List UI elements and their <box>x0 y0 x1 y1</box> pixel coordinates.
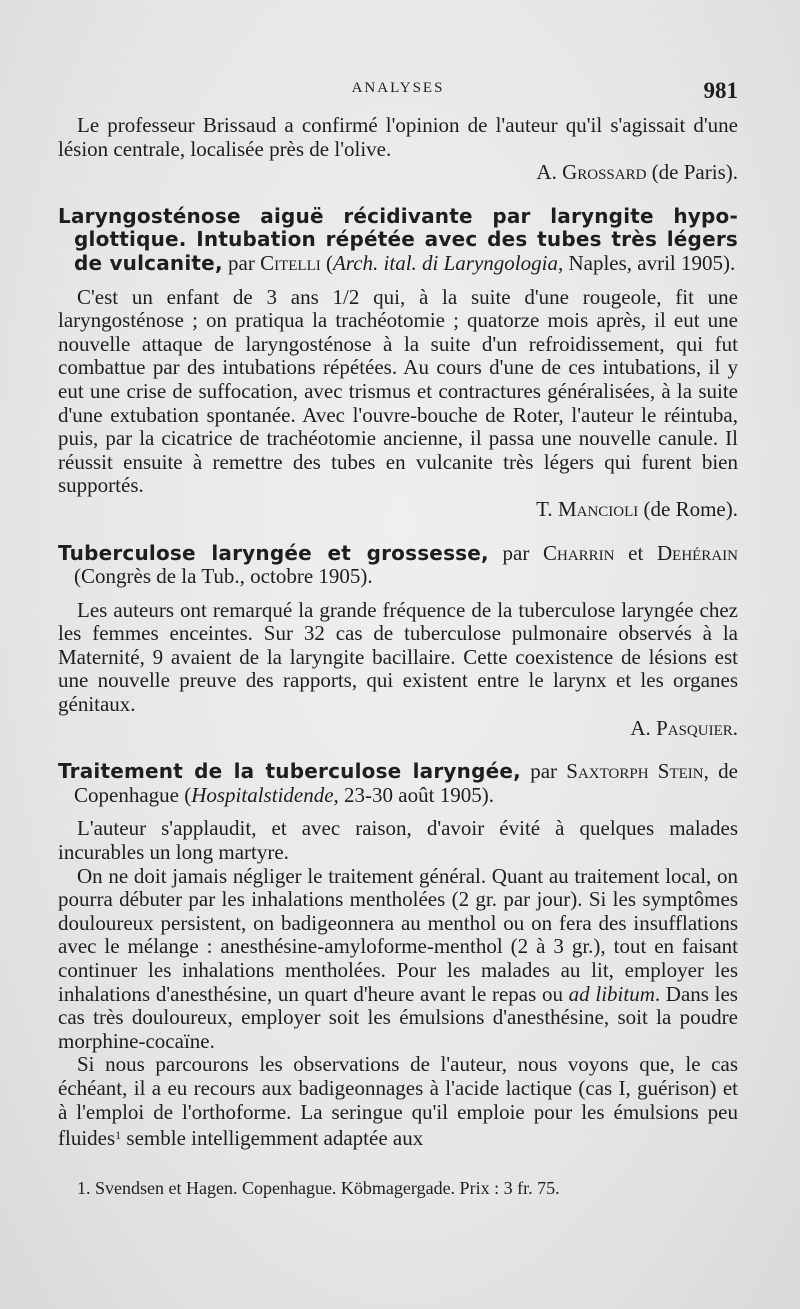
footnote <box>58 1177 738 1199</box>
article-signature: T. Mancioli (de Rome). <box>536 496 738 521</box>
article-paragraph: C'est un enfant de 3 ans 1/2 qui, à la suite d'une rougeole, fit une laryngosténose ; on pratiqua la trachéotomie ; quatorze mois après, il eut une nouvelle attaque de laryngosténose à la suite d'un refroidissement, qui fut combattue par des intubations répétées. Au cours d'une de ces intubations, il y eut une crise de suffocation, avec trismus et contractures généralisées, à la suite d'une extubation spontanée. Avec l'ouvre-bouche de Roter, l'auteur le réintuba, puis, par la cicatrice de trachéotomie ancienne, il passa une nouvelle canule. Il réussit ensuite à remettre des tubes en vulcanite très légers qui furent bien supportés. <box>58 284 738 498</box>
article-title: Traitement de la tuberculose laryngée, <box>58 759 521 784</box>
intro-signature <box>58 161 738 185</box>
article-paragraph: L'auteur s'applaudit, et avec raison, d'avoir évité à quelques malades incurables un long martyre. <box>58 816 738 865</box>
article-paragraph: Si nous parcourons les observations de l'auteur, nous voyons que, le cas échéant, il a eu recours aux badigeonnages à l'acide lactique (cas I, guérison) et à l'emploi de l'orthoforme. La seringue qu'il emploie pour les émulsions peu fluides$^1$ semble intelligemment adaptée aux <box>58 1052 738 1151</box>
article-author: Citelli <box>260 250 321 275</box>
signature-name: Grossard <box>562 160 647 185</box>
article-traitement-tuberculose <box>58 760 738 1151</box>
page-header <box>58 76 738 114</box>
article-title: Tuberculose laryngée et grossesse, <box>58 540 489 565</box>
article-laryngostenose <box>58 205 738 522</box>
footnote-number: 1. <box>77 1177 91 1198</box>
running-title: ANALYSES <box>351 80 445 96</box>
article-journal: Arch. ital. di Laryngologia <box>332 250 558 275</box>
page-number: 981 <box>703 78 738 103</box>
article-signature: A. Pasquier. <box>630 715 738 740</box>
article-tuberculose-grossesse <box>58 542 738 741</box>
signature-initial: A. <box>536 160 557 185</box>
article-author: Charrin <box>542 540 615 565</box>
intro-paragraph: Le professeur Brissaud a confirmé l'opinion de l'auteur qu'il s'agissait d'une lésion centrale, localisée près de l'olive. <box>58 113 738 161</box>
signature-place: (de Paris). <box>651 160 738 185</box>
article-heading: Laryngosténose aiguë récidivante par laryngite hypo-glottique. Intubation répétée avec des tubes très légers de vulcanite, par Citelli (Arch. ital. di Laryngologia, Naples, avril 1905). <box>58 203 738 275</box>
article-paragraph: Les auteurs ont remarqué la grande fréquence de la tuberculose laryngée chez les femmes enceintes. Sur 32 cas de tuberculose pulmonaire observés à la Maternité, 9 avaient de la laryngite bacillaire. Cette coexistence de lésions est une nouvelle preuve des rapports, qui existent entre le larynx et les organes génitaux. <box>58 597 738 717</box>
article-journal: Hospitalstidende <box>191 782 334 807</box>
article-paragraph: On ne doit jamais négliger le traitement général. Quant au traitement local, on pourra débuter par les inhalations mentholées (2 gr. par jour). Si les symptômes douloureux persistent, on badigeonnera au menthol ou on fera des insufflations avec le mélange : anesthésine-amyloforme-menthol (2 à 3 gr.), tout en faisant continuer les inhalations mentholées. Pour les malades au lit, employer les inhalations d'anesthésine, un quart d'heure avant le repas ou ad libitum. Dans les cas très douloureux, employer soit les émulsions d'anesthésine, soit la poudre morphine-cocaïne. <box>58 863 738 1053</box>
footnote-text: Svendsen et Hagen. Copenhague. Köbmagergade. Prix : 3 fr. 75. <box>90 1177 560 1198</box>
intro-section <box>58 114 738 185</box>
article-heading: Tuberculose laryngée et grossesse, par Charrin et Dehérain (Congrès de la Tub., octobre 1905). <box>58 540 738 589</box>
article-author-2: Dehérain <box>656 540 738 565</box>
article-heading: Traitement de la tuberculose laryngée, par Saxtorph Stein, de Copenhague (Hospitalstidende, 23-30 août 1905). <box>58 759 738 807</box>
footnote-ref: 1 <box>115 1128 122 1143</box>
article-author: Saxtorph Stein <box>566 759 704 784</box>
article-title: Laryngosténose aiguë récidivante par laryngite hypo-glottique. Intubation répétée avec des tubes très légers de vulcanite, <box>58 203 738 275</box>
